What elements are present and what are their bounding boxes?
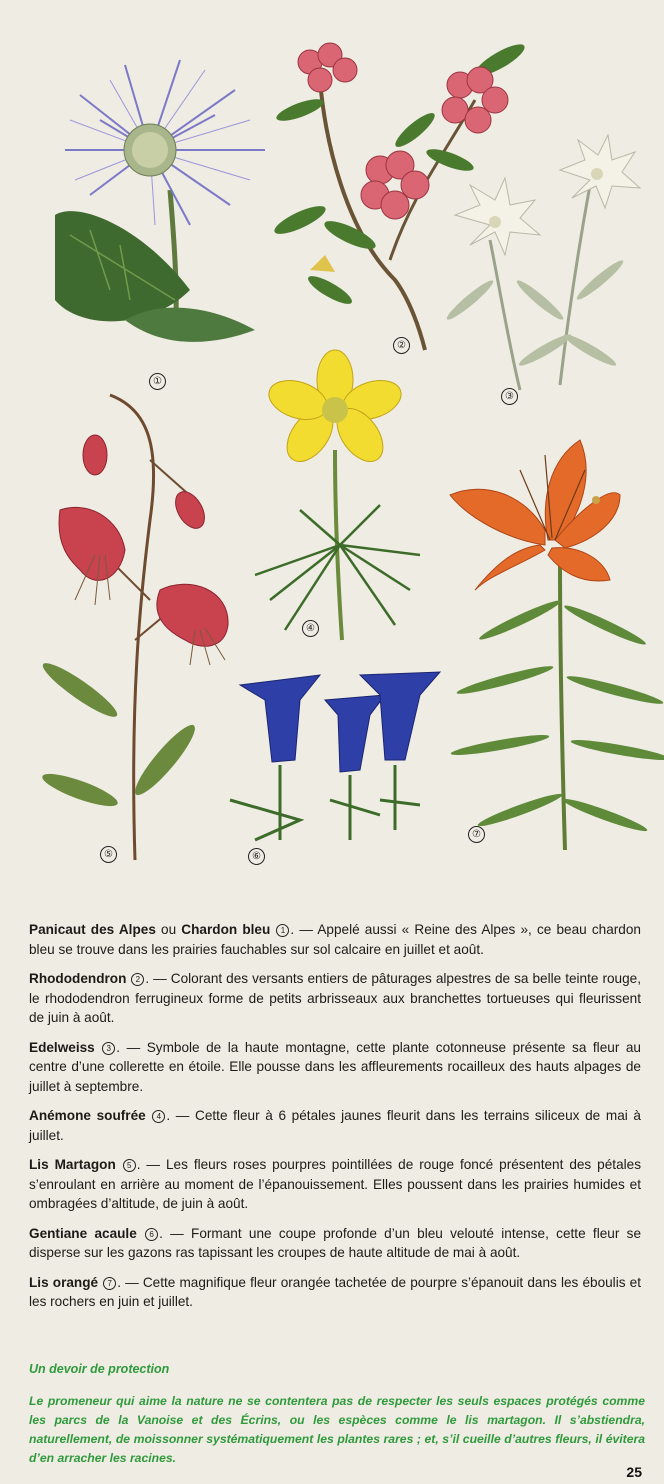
plate-rhododendron	[271, 39, 528, 350]
entry-number: 1	[276, 924, 289, 937]
entry-connector: ou	[155, 922, 182, 937]
entry-name: Lis orangé	[29, 1274, 99, 1290]
entry-number: 5	[123, 1159, 136, 1172]
entry-text: . — Cette fleur à 6 pétales jaunes fleurit dans les terrains siliceux de mai à juillet.	[29, 1108, 641, 1143]
plate-number-3: ③	[501, 388, 518, 405]
plate-panicaut-des-alpes	[55, 60, 265, 342]
entry-name: Edelweiss	[29, 1039, 95, 1055]
entry-name: Lis Martagon	[29, 1157, 116, 1172]
entry-panicaut	[29, 920, 641, 959]
entry-text: . — Cette magnifique fleur orangée tachetée de pourpre s’épanouit dans les éboulis et les rochers en juin et juillet.	[29, 1274, 641, 1309]
entry-number: 2	[131, 973, 144, 986]
entry-number: 6	[145, 1228, 158, 1241]
entry-text: . — Colorant des versants entiers de pâturages alpestres de sa belle teinte rouge, le rhododendron ferrugineux forme de petits arbrisseaux aux branchettes tortueuses qui fleurissent de juin à août.	[29, 971, 641, 1025]
entry-text: . — Symbole de la haute montagne, cette plante cotonneuse présente sa fleur au centre d’une collerette en étoile. Elle pousse dans les affleurements rocailleux des hauts alpages de juillet à septembre.	[29, 1039, 641, 1094]
entry-anemone	[29, 1106, 641, 1145]
entry-name: Panicaut des Alpes	[29, 922, 156, 937]
entry-name-alt: Chardon bleu	[181, 922, 271, 937]
flower-descriptions	[29, 920, 641, 1322]
protection-body: Le promeneur qui aime la nature ne se contentera pas de respecter les seuls espaces protégés comme les parcs de la Vanoise et des Écrins, ou les espèces comme le lis martagon. Il s’abstiendra, naturellement, de moissonner systématiquement les plantes rares ; et, s’il cueille d’autres fleurs, il évitera d’en arracher les racines.	[29, 1394, 645, 1465]
plate-number-4: ④	[302, 620, 319, 637]
entry-edelweiss	[29, 1038, 641, 1097]
entry-name: Gentiane acaule	[29, 1225, 137, 1241]
entry-gentiane	[29, 1224, 641, 1263]
plate-edelweiss	[444, 135, 640, 390]
plate-number-5: ⑤	[100, 846, 117, 863]
entry-name: Anémone soufrée	[29, 1108, 146, 1123]
plate-anemone-soufree	[255, 350, 420, 640]
plate-number-7: ⑦	[468, 826, 485, 843]
protection-notice	[29, 1362, 645, 1468]
plate-number-2: ②	[393, 337, 410, 354]
entry-lis-orange	[29, 1273, 641, 1312]
plate-lis-martagon	[38, 395, 228, 860]
entry-name: Rhododendron	[29, 971, 127, 986]
entry-text: . — Appelé aussi « Reine des Alpes », ce beau chardon bleu se trouve dans les prairies fauchables sur sol calcaire en juillet et août.	[29, 922, 641, 957]
entry-number: 7	[103, 1277, 116, 1290]
entry-rhododendron	[29, 969, 641, 1028]
protection-title: Un devoir de protection	[29, 1362, 170, 1376]
plate-lis-orange	[450, 440, 664, 850]
entry-text: . — Les fleurs roses pourpres pointillées de rouge foncé présentent des pétales s’enroulant en arrière au moment de l’épanouissement. Elles poussent dans les prairies humides et ombragées d’altitude, de juin à août.	[29, 1157, 642, 1211]
plate-number-6: ⑥	[248, 848, 265, 865]
entry-lis-martagon	[29, 1155, 641, 1214]
entry-text: . — Formant une coupe profonde d’un bleu velouté intense, cette fleur se disperse sur les gazons ras tapissant les croupes de haute altitude de mai à août.	[29, 1225, 642, 1260]
plate-gentiane-acaule	[230, 672, 440, 840]
entry-number: 4	[152, 1110, 165, 1123]
entry-number: 3	[102, 1042, 115, 1055]
page-number: 25	[626, 1464, 642, 1480]
plate-number-1: ①	[149, 373, 166, 390]
